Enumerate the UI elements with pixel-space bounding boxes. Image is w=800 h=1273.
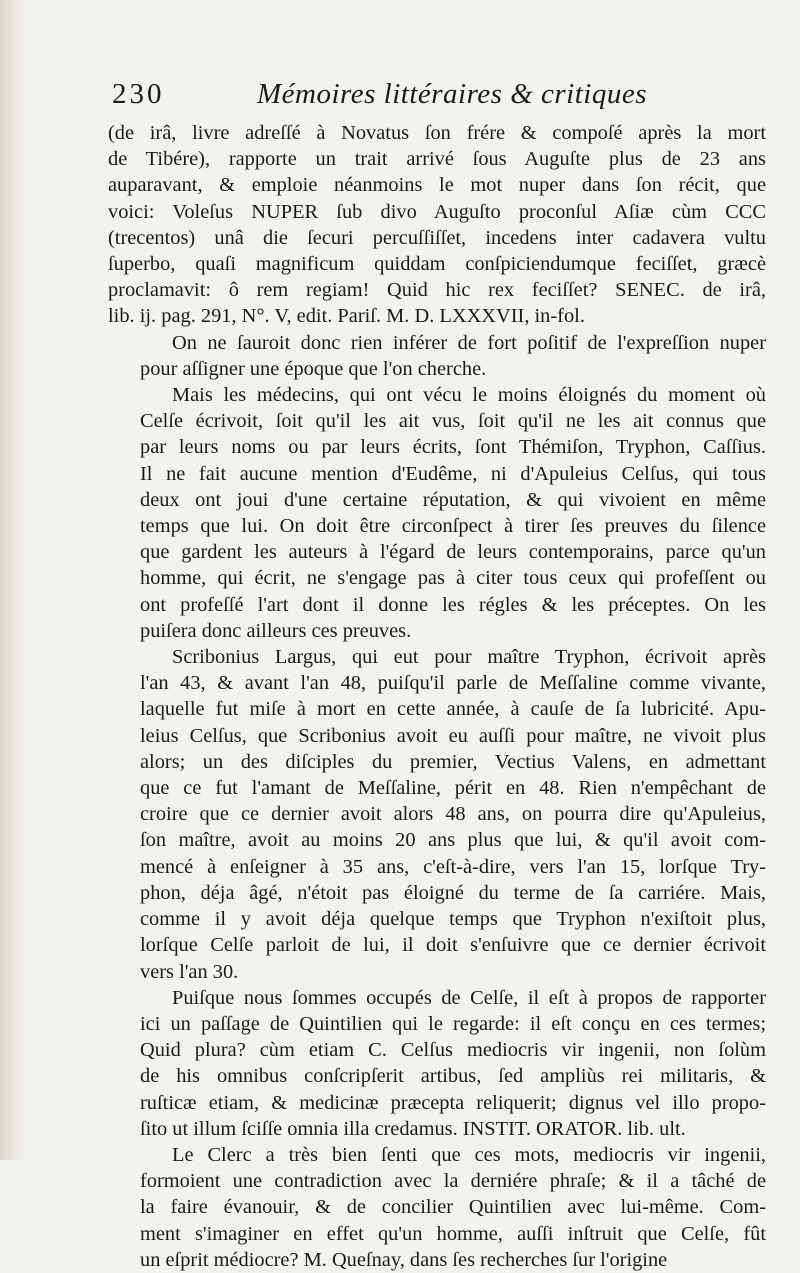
text-line: Il ne fait aucune mention d'Eudême, ni d'Apuleius Celſus, qui tous bbox=[140, 462, 766, 485]
text-line: que ce fut l'amant de Meſſaline, périt en 48. Rien n'empêchant de bbox=[140, 777, 766, 800]
paragraph bbox=[108, 1142, 766, 1273]
paragraph bbox=[108, 330, 766, 382]
page-number: 230 bbox=[112, 78, 165, 110]
text-line: ſuperbo, quaſi magnificum quiddam conſpiciendumque feciſſet, græcè bbox=[108, 253, 766, 276]
text-line: ſito ut illum ſciſſe omnia illa credamus. INSTIT. ORATOR. lib. ult. bbox=[140, 1117, 686, 1140]
text-line: par leurs noms ou par leurs écrits, ſont Thémiſon, Tryphon, Caſſius. bbox=[140, 436, 766, 459]
paragraph bbox=[108, 120, 766, 330]
text-line: ont profeſſé l'art dont il donne les régles & les préceptes. On les bbox=[140, 593, 766, 616]
text-line: deux ont joui d'une certaine réputation, & qui vivoient en même bbox=[140, 488, 766, 511]
text-line: homme, qui écrit, ne s'engage pas à citer tous ceux qui profeſſent ou bbox=[140, 567, 766, 590]
text-line: Le Clerc a très bien ſenti que ces mots, mediocris vir ingenii, bbox=[172, 1143, 766, 1166]
text-line: ſon maître, avoit au moins 20 ans plus que lui, & qu'il avoit com- bbox=[140, 829, 766, 852]
text-line: la faire évanouir, & de concilier Quintilien avec lui-même. Com- bbox=[140, 1196, 766, 1219]
text-line: vers l'an 30. bbox=[140, 960, 239, 983]
body-text bbox=[108, 120, 766, 1273]
paragraph bbox=[108, 382, 766, 644]
text-line: phon, déja âgé, n'étoit pas éloigné du terme de ſa carriére. Mais, bbox=[140, 881, 766, 904]
text-line: Scribonius Largus, qui eut pour maître Tryphon, écrivoit après bbox=[172, 646, 766, 669]
text-line: (de irâ, livre adreſſé à Novatus ſon frére & compoſé après la mort bbox=[108, 122, 766, 144]
text-line: comme il y avoit déja quelque temps que Tryphon n'exiſtoit plus, bbox=[140, 908, 766, 931]
text-line: formoient une contradiction avec la derniére phraſe; & il a tâché de bbox=[140, 1170, 766, 1193]
binding-shadow bbox=[0, 0, 26, 1160]
text-line: On ne ſauroit donc rien inférer de fort poſitif de l'expreſſion nuper bbox=[172, 331, 766, 354]
text-line: voici: Voleſus NUPER ſub divo Auguſto proconſul Aſiæ cùm CCC bbox=[108, 200, 766, 223]
text-line: Quid plura? cùm etiam C. Celſus mediocris vir ingenii, non ſolùm bbox=[140, 1039, 766, 1062]
text-line: Mais les médecins, qui ont vécu le moins éloignés du moment où bbox=[172, 384, 766, 407]
text-line: ment s'imaginer en effet qu'un homme, auſſi inſtruit que Celſe, fût bbox=[140, 1222, 766, 1245]
text-line: mencé à enſeigner à 35 ans, c'eſt-à-dire, vers l'an 15, lorſque Try- bbox=[140, 855, 766, 878]
text-line: croire que ce dernier avoit alors 48 ans, on pourra dire qu'Apuleius, bbox=[140, 803, 766, 826]
text-line: auparavant, & emploie néanmoins le mot nuper dans ſon récit, que bbox=[108, 174, 766, 197]
text-line: lorſque Celſe parloit de lui, il doit s'enſuivre que ce dernier écrivoit bbox=[140, 934, 766, 957]
running-title: Mémoires littéraires & critiques bbox=[257, 78, 647, 110]
text-line: ruſticæ etiam, & medicinæ præcepta reliquerit; dignus vel illo propo- bbox=[140, 1091, 766, 1114]
text-line: proclamavit: ô rem regiam! Quid hic rex feciſſet? SENEC. de irâ, bbox=[108, 279, 766, 302]
text-line: un eſprit médiocre? M. Queſnay, dans ſes recherches ſur l'origine bbox=[140, 1248, 668, 1271]
text-line: Puiſque nous ſommes occupés de Celſe, il eſt à propos de rapporter bbox=[172, 986, 766, 1009]
text-line: lib. ij. pag. 291, N°. V, edit. Pariſ. M. D. LXXXVII, in-fol. bbox=[108, 305, 585, 328]
text-line: laquelle fut miſe à mort en cette année, à cauſe de ſa lubricité. Apu- bbox=[140, 698, 766, 721]
text-line: (trecentos) unâ die ſecuri percuſſiſſet, incedens inter cadavera vultu bbox=[108, 226, 766, 249]
text-line: de his omnibus conſcripſerit artibus, ſed ampliùs rei militaris, & bbox=[140, 1065, 766, 1088]
text-line: de Tibére), rapporte un trait arrivé ſous Auguſte plus de 23 ans bbox=[108, 148, 766, 171]
text-line: l'an 43, & avant l'an 48, puiſqu'il parle de Meſſaline comme vivante, bbox=[140, 672, 766, 695]
text-line: ici un paſſage de Quintilien qui le regarde: il eſt conçu en ces termes; bbox=[140, 1012, 766, 1035]
text-line: leius Celſus, que Scribonius avoit eu auſſi pour maître, ne vivoit plus bbox=[140, 724, 766, 747]
text-line: puiſera donc ailleurs ces preuves. bbox=[140, 619, 412, 642]
paragraph bbox=[108, 644, 766, 985]
text-line: que gardent les auteurs à l'égard de leurs contemporains, parce qu'un bbox=[140, 541, 766, 564]
text-line: pour aſſigner une époque que l'on cherche. bbox=[140, 357, 487, 380]
paragraph bbox=[108, 985, 766, 1142]
text-line: temps que lui. On doit être circonſpect à tirer ſes preuves du ſilence bbox=[140, 515, 766, 538]
text-line: Celſe écrivoit, ſoit qu'il les ait vus, ſoit qu'il ne les ait connus que bbox=[140, 410, 766, 433]
text-line: alors; un des diſciples du premier, Vectius Valens, en admettant bbox=[140, 750, 766, 773]
page-header bbox=[112, 78, 766, 120]
